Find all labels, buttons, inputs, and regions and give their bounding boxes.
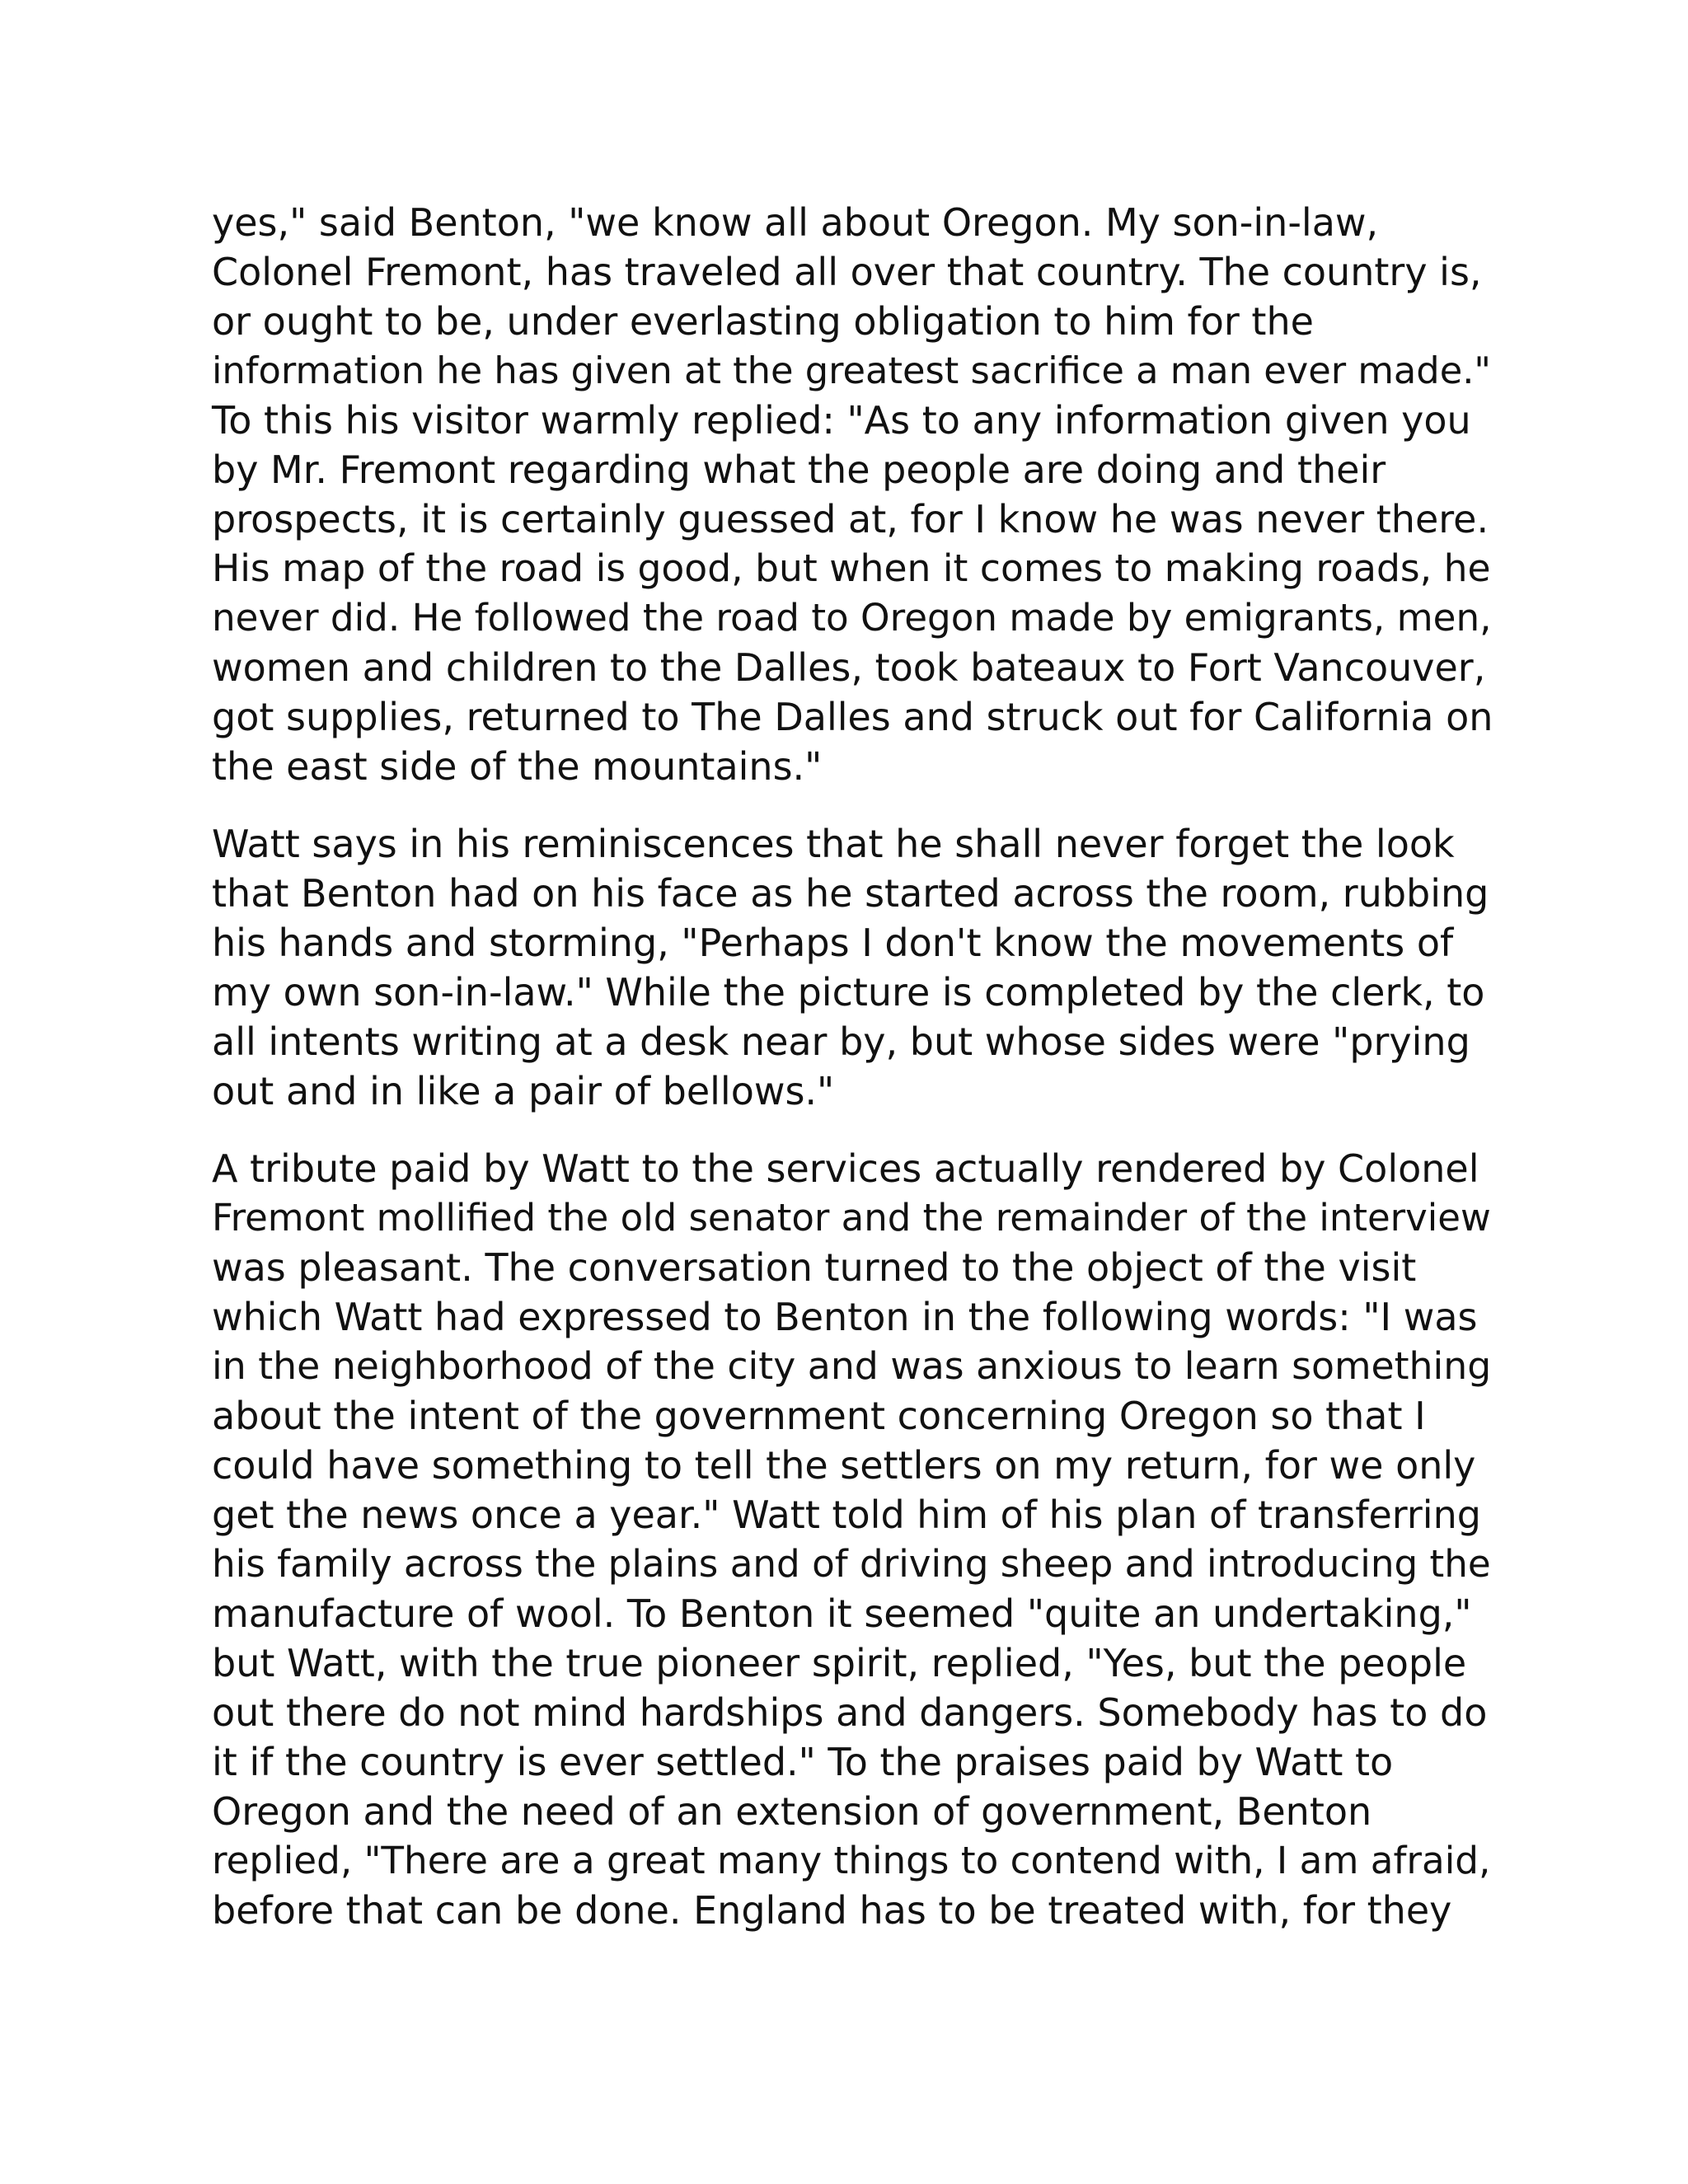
text-line: Fremont mollified the old senator and the remainder of the interview [212,1196,1491,1240]
text-line: his hands and storming, "Perhaps I don't know the movements of [212,921,1454,965]
text-line: but Watt, with the true pioneer spirit, replied, "Yes, but the people [212,1641,1467,1685]
text-line: got supplies, returned to The Dalles and struck out for California on [212,695,1493,739]
text-line: by Mr. Fremont regarding what the people are doing and their [212,448,1386,492]
paragraph [212,198,1498,791]
text-line: out there do not mind hardships and dangers. Somebody has to do [212,1690,1488,1735]
text-line: Colonel Fremont, has traveled all over that country. The country is, [212,250,1482,294]
text-line: was pleasant. The conversation turned to the object of the visit [212,1245,1417,1290]
text-line: get the news once a year." Watt told him of his plan of transferring [212,1493,1481,1537]
text-line: before that can be done. England has to be treated with, for they [212,1888,1452,1933]
text-line: out and in like a pair of bellows." [212,1069,835,1113]
text-line: or ought to be, under everlasting obligation to him for the [212,299,1314,344]
text-line: in the neighborhood of the city and was anxious to learn something [212,1344,1492,1388]
text-line: manufacture of wool. To Benton it seemed "quite an undertaking," [212,1591,1472,1636]
text-line: A tribute paid by Watt to the services actually rendered by Colonel [212,1146,1479,1191]
text-line: Oregon and the need of an extension of government, Benton [212,1789,1372,1834]
text-line: which Watt had expressed to Benton in the following words: "I was [212,1295,1478,1339]
paragraph [212,1144,1498,1935]
text-line: His map of the road is good, but when it comes to making roads, he [212,546,1491,590]
text-line: it if the country is ever settled." To the praises paid by Watt to [212,1740,1394,1784]
text-line: women and children to the Dalles, took bateaux to Fort Vancouver, [212,645,1486,690]
text-line: the east side of the mountains." [212,744,823,789]
text-line: all intents writing at a desk near by, but whose sides were "prying [212,1019,1470,1064]
text-line: never did. He followed the road to Oregon made by emigrants, men, [212,596,1492,640]
text-line: yes," said Benton, "we know all about Oregon. My son-in-law, [212,200,1379,245]
text-line: about the intent of the government concerning Oregon so that I [212,1394,1426,1438]
text-line: that Benton had on his face as he started across the room, rubbing [212,871,1489,916]
document-body [212,198,1498,1935]
text-line: Watt says in his reminiscences that he shall never forget the look [212,822,1455,866]
paragraph [212,819,1498,1116]
text-line: To this his visitor warmly replied: "As to any information given you [212,398,1471,443]
text-line: his family across the plains and of driving sheep and introducing the [212,1542,1491,1586]
text-line: prospects, it is certainly guessed at, for I know he was never there. [212,497,1489,541]
text-line: replied, "There are a great many things to contend with, I am afraid, [212,1839,1491,1882]
text-line: information he has given at the greatest sacrifice a man ever made." [212,349,1491,392]
text-line: could have something to tell the settlers on my return, for we only [212,1443,1476,1488]
text-line: my own son-in-law." While the picture is completed by the clerk, to [212,970,1485,1015]
